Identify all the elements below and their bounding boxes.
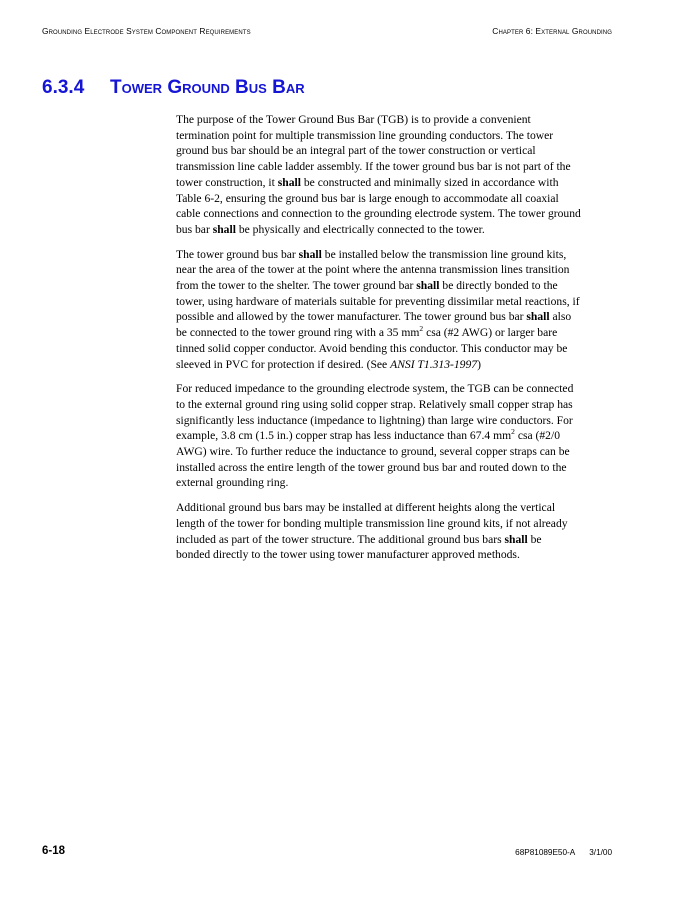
superscript: 2 <box>511 427 515 437</box>
requirement-keyword: shall <box>298 247 322 261</box>
text-line: The purpose of the Tower Ground Bus Bar (TGB) is to provide a convenient <box>176 113 531 126</box>
text-line: possible and allowed by the tower manufacturer. The tower ground bus bar shall also <box>176 310 572 324</box>
section-title: Tower Ground Bus Bar <box>110 77 305 98</box>
text-line: bus bar shall be physically and electrically connected to the tower. <box>176 222 485 236</box>
text-line: tower, using hardware of materials suitable for preventing dissimilar metal reactions, if <box>176 294 580 308</box>
document-date: 3/1/00 <box>589 848 612 857</box>
text-line: near the area of the tower at the point where the antenna transmission lines transition <box>176 263 570 277</box>
text-line: significantly less inductance (impedance to lightning) than large wire conductors. For <box>176 413 573 427</box>
section-heading <box>42 77 305 99</box>
page-number: 6-18 <box>42 845 66 857</box>
requirement-keyword: shall <box>504 532 528 546</box>
text-line: tinned solid copper conductor. Avoid bending this conductor. This conductor may be <box>176 341 568 355</box>
running-header-left: Grounding Electrode System Component Requirements <box>42 26 251 36</box>
paragraph-3 <box>176 381 618 491</box>
requirement-keyword: shall <box>212 222 236 236</box>
requirement-keyword: shall <box>526 310 550 324</box>
requirement-keyword: shall <box>277 175 301 189</box>
text-line: For reduced impedance to the grounding electrode system, the TGB can be connected <box>176 382 574 396</box>
text-line: sleeved in PVC for protection if desired. (See ANSI T1.313-1997) <box>176 357 481 371</box>
text-line: Additional ground bus bars may be installed at different heights along the vertical <box>176 501 556 515</box>
paragraph-1 <box>176 112 618 238</box>
standard-reference: ANSI T1.313-1997 <box>390 357 478 371</box>
text-line: The tower ground bus bar shall be installed below the transmission line ground kits, <box>176 247 567 261</box>
text-line: Table 6-2, ensuring the ground bus bar is large enough to accommodate all coaxial <box>176 191 559 205</box>
text-line: from the tower to the shelter. The tower ground bar shall be directly bonded to the <box>176 279 558 293</box>
document-id: 68P81089E50-A <box>515 848 576 857</box>
text-line: to the external ground ring using solid copper strap. Relatively small copper strap has <box>176 397 573 411</box>
paragraph-4 <box>176 500 618 563</box>
running-header-right: Chapter 6: External Grounding <box>492 26 612 36</box>
body-text <box>176 112 618 572</box>
text-line: length of the tower for bonding multiple transmission line ground kits, if not already <box>176 516 568 530</box>
text-line: included as part of the tower structure. The additional ground bus bars shall be <box>176 532 542 546</box>
paragraph-2 <box>176 247 618 373</box>
text-line: ground bus bar should be an integral part of the tower construction or vertical <box>176 144 536 158</box>
text-line: installed across the entire length of the tower ground bus bar and routed down to the <box>176 460 567 474</box>
text-line: cable connections and connection to the grounding electrode system. The tower ground <box>176 207 581 221</box>
text-line: bonded directly to the tower using tower manufacturer approved methods. <box>176 548 520 562</box>
text-line: AWG) wire. To further reduce the inductance to ground, several copper straps can be <box>176 445 570 459</box>
superscript: 2 <box>419 324 424 334</box>
text-line: transmission line cable ladder assembly. If the tower ground bus bar is not part of the <box>176 160 571 174</box>
text-line: example, 3.8 cm (1.5 in.) copper strap has less inductance than 67.4 $mm^2$ csa (#2/0 <box>176 427 560 443</box>
text-line: be connected to the tower ground ring with a 35 $mm^2$ csa (#2 AWG) or larger bare <box>176 324 558 340</box>
footer-doc-info <box>515 848 612 857</box>
text-line: tower construction, it shall be constructed and minimally sized in accordance with <box>176 175 559 189</box>
text-line: external grounding ring. <box>176 476 289 490</box>
section-number: 6.3.4 <box>42 77 85 98</box>
text-line: termination point for multiple transmission line grounding conductors. The tower <box>176 128 554 142</box>
requirement-keyword: shall <box>416 279 440 293</box>
